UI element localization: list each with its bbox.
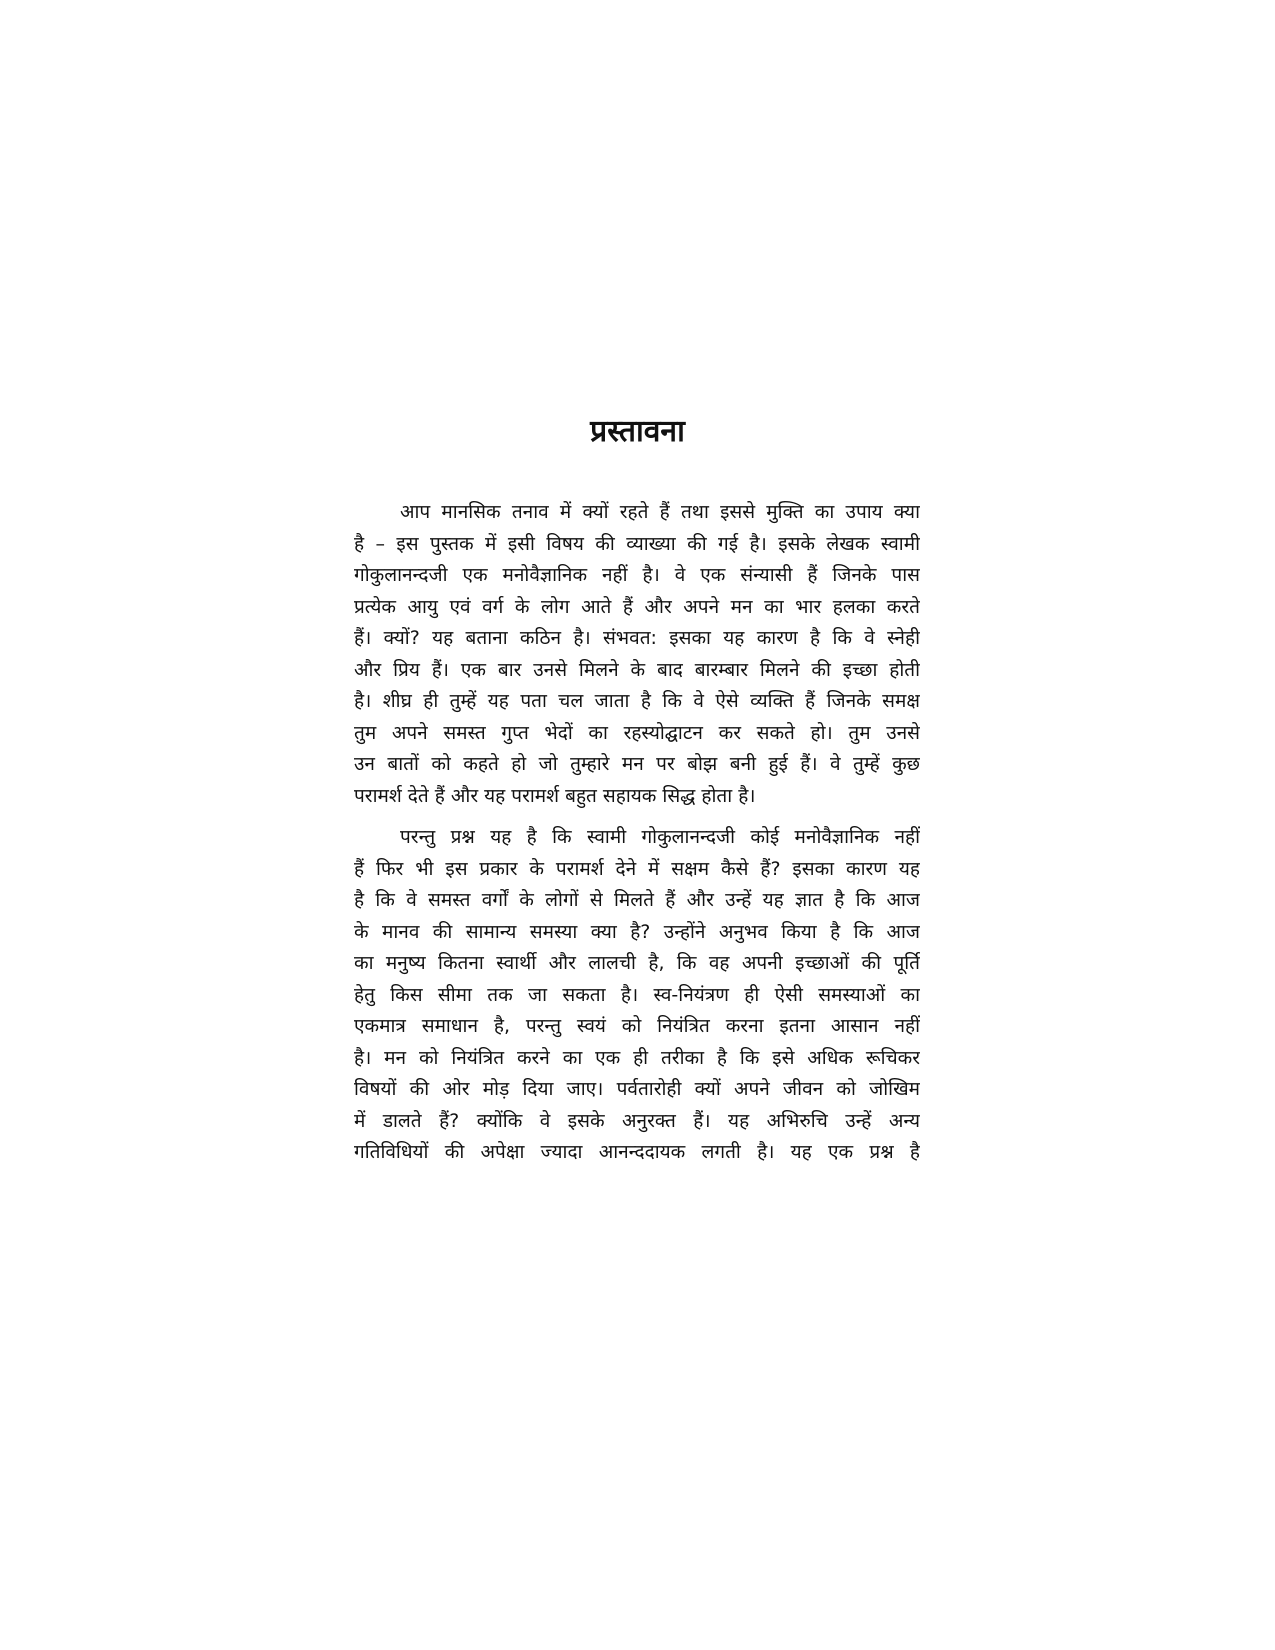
text-line: और प्रिय हैं। एक बार उनसे मिलने के बाद बारम्बार मिलने की इच्छा होती: [354, 658, 920, 681]
body-text: [354, 497, 920, 1169]
page-title: प्रस्तावना: [590, 414, 685, 449]
text-line: के मानव की सामान्य समस्या क्या है? उन्होंने अनुभव किया है कि आज: [354, 920, 920, 943]
text-line: गतिविधियों की अपेक्षा ज्यादा आनन्ददायक लगती है। यह एक प्रश्न है: [354, 1141, 920, 1163]
text-line: है कि वे समस्त वर्गों के लोगों से मिलते हैं और उन्हें यह ज्ञात है कि आज: [354, 889, 920, 911]
text-line: प्रत्येक आयु एवं वर्ग के लोग आते हैं और अपने मन का भार हलका करते: [354, 595, 920, 618]
paragraph-spacer: [354, 812, 920, 822]
text-line: विषयों की ओर मोड़ दिया जाए। पर्वतारोही क्यों अपने जीवन को जोखिम: [354, 1078, 920, 1100]
text-line: हैं। क्यों? यह बताना कठिन है। संभवत: इसका यह कारण है कि वे स्नेही: [354, 627, 920, 649]
text-line: उन बातों को कहते हो जो तुम्हारे मन पर बोझ बनी हुई हैं। वे तुम्हें कुछ: [354, 753, 920, 775]
text-line: एकमात्र समाधान है, परन्तु स्वयं को नियंत्रित करना इतना आसान नहीं: [354, 1015, 920, 1037]
text-line: है। शीघ्र ही तुम्हें यह पता चल जाता है कि वे ऐसे व्यक्ति हैं जिनके समक्ष: [354, 690, 920, 712]
text-line: है – इस पुस्तक में इसी विषय की व्याख्या की गई है। इसके लेखक स्वामी: [354, 532, 920, 555]
paragraph-1: [354, 497, 920, 812]
text-line: तुम अपने समस्त गुप्त भेदों का रहस्योद्घाटन कर सकते हो। तुम उनसे: [354, 721, 920, 744]
text-line: हेतु किस सीमा तक जा सकता है। स्व-नियंत्रण ही ऐसी समस्याओं का: [354, 983, 920, 1006]
text-line: का मनुष्य कितना स्वार्थी और लालची है, कि वह अपनी इच्छाओं की पूर्ति: [354, 952, 920, 974]
text-line: गोकुलानन्दजी एक मनोवैज्ञानिक नहीं है। वे एक संन्यासी हैं जिनके पास: [354, 564, 920, 586]
text-line: परन्तु प्रश्न यह है कि स्वामी गोकुलानन्दजी कोई मनोवैज्ञानिक नहीं: [400, 826, 920, 848]
paragraph-2: [354, 822, 920, 1169]
text-line: आप मानसिक तनाव में क्यों रहते हैं तथा इससे मुक्ति का उपाय क्या: [400, 501, 920, 523]
text-line: हैं फिर भी इस प्रकार के परामर्श देने में सक्षम कैसे हैं? इसका कारण यह: [354, 857, 920, 880]
text-line: है। मन को नियंत्रित करने का एक ही तरीका है कि इसे अधिक रूचिकर: [354, 1046, 920, 1069]
text-line: में डालते हैं? क्योंकि वे इसके अनुरक्त हैं। यह अभिरुचि उन्हें अन्य: [354, 1109, 920, 1132]
text-line: परामर्श देते हैं और यह परामर्श बहुत सहायक सिद्ध होता है।: [354, 784, 756, 807]
